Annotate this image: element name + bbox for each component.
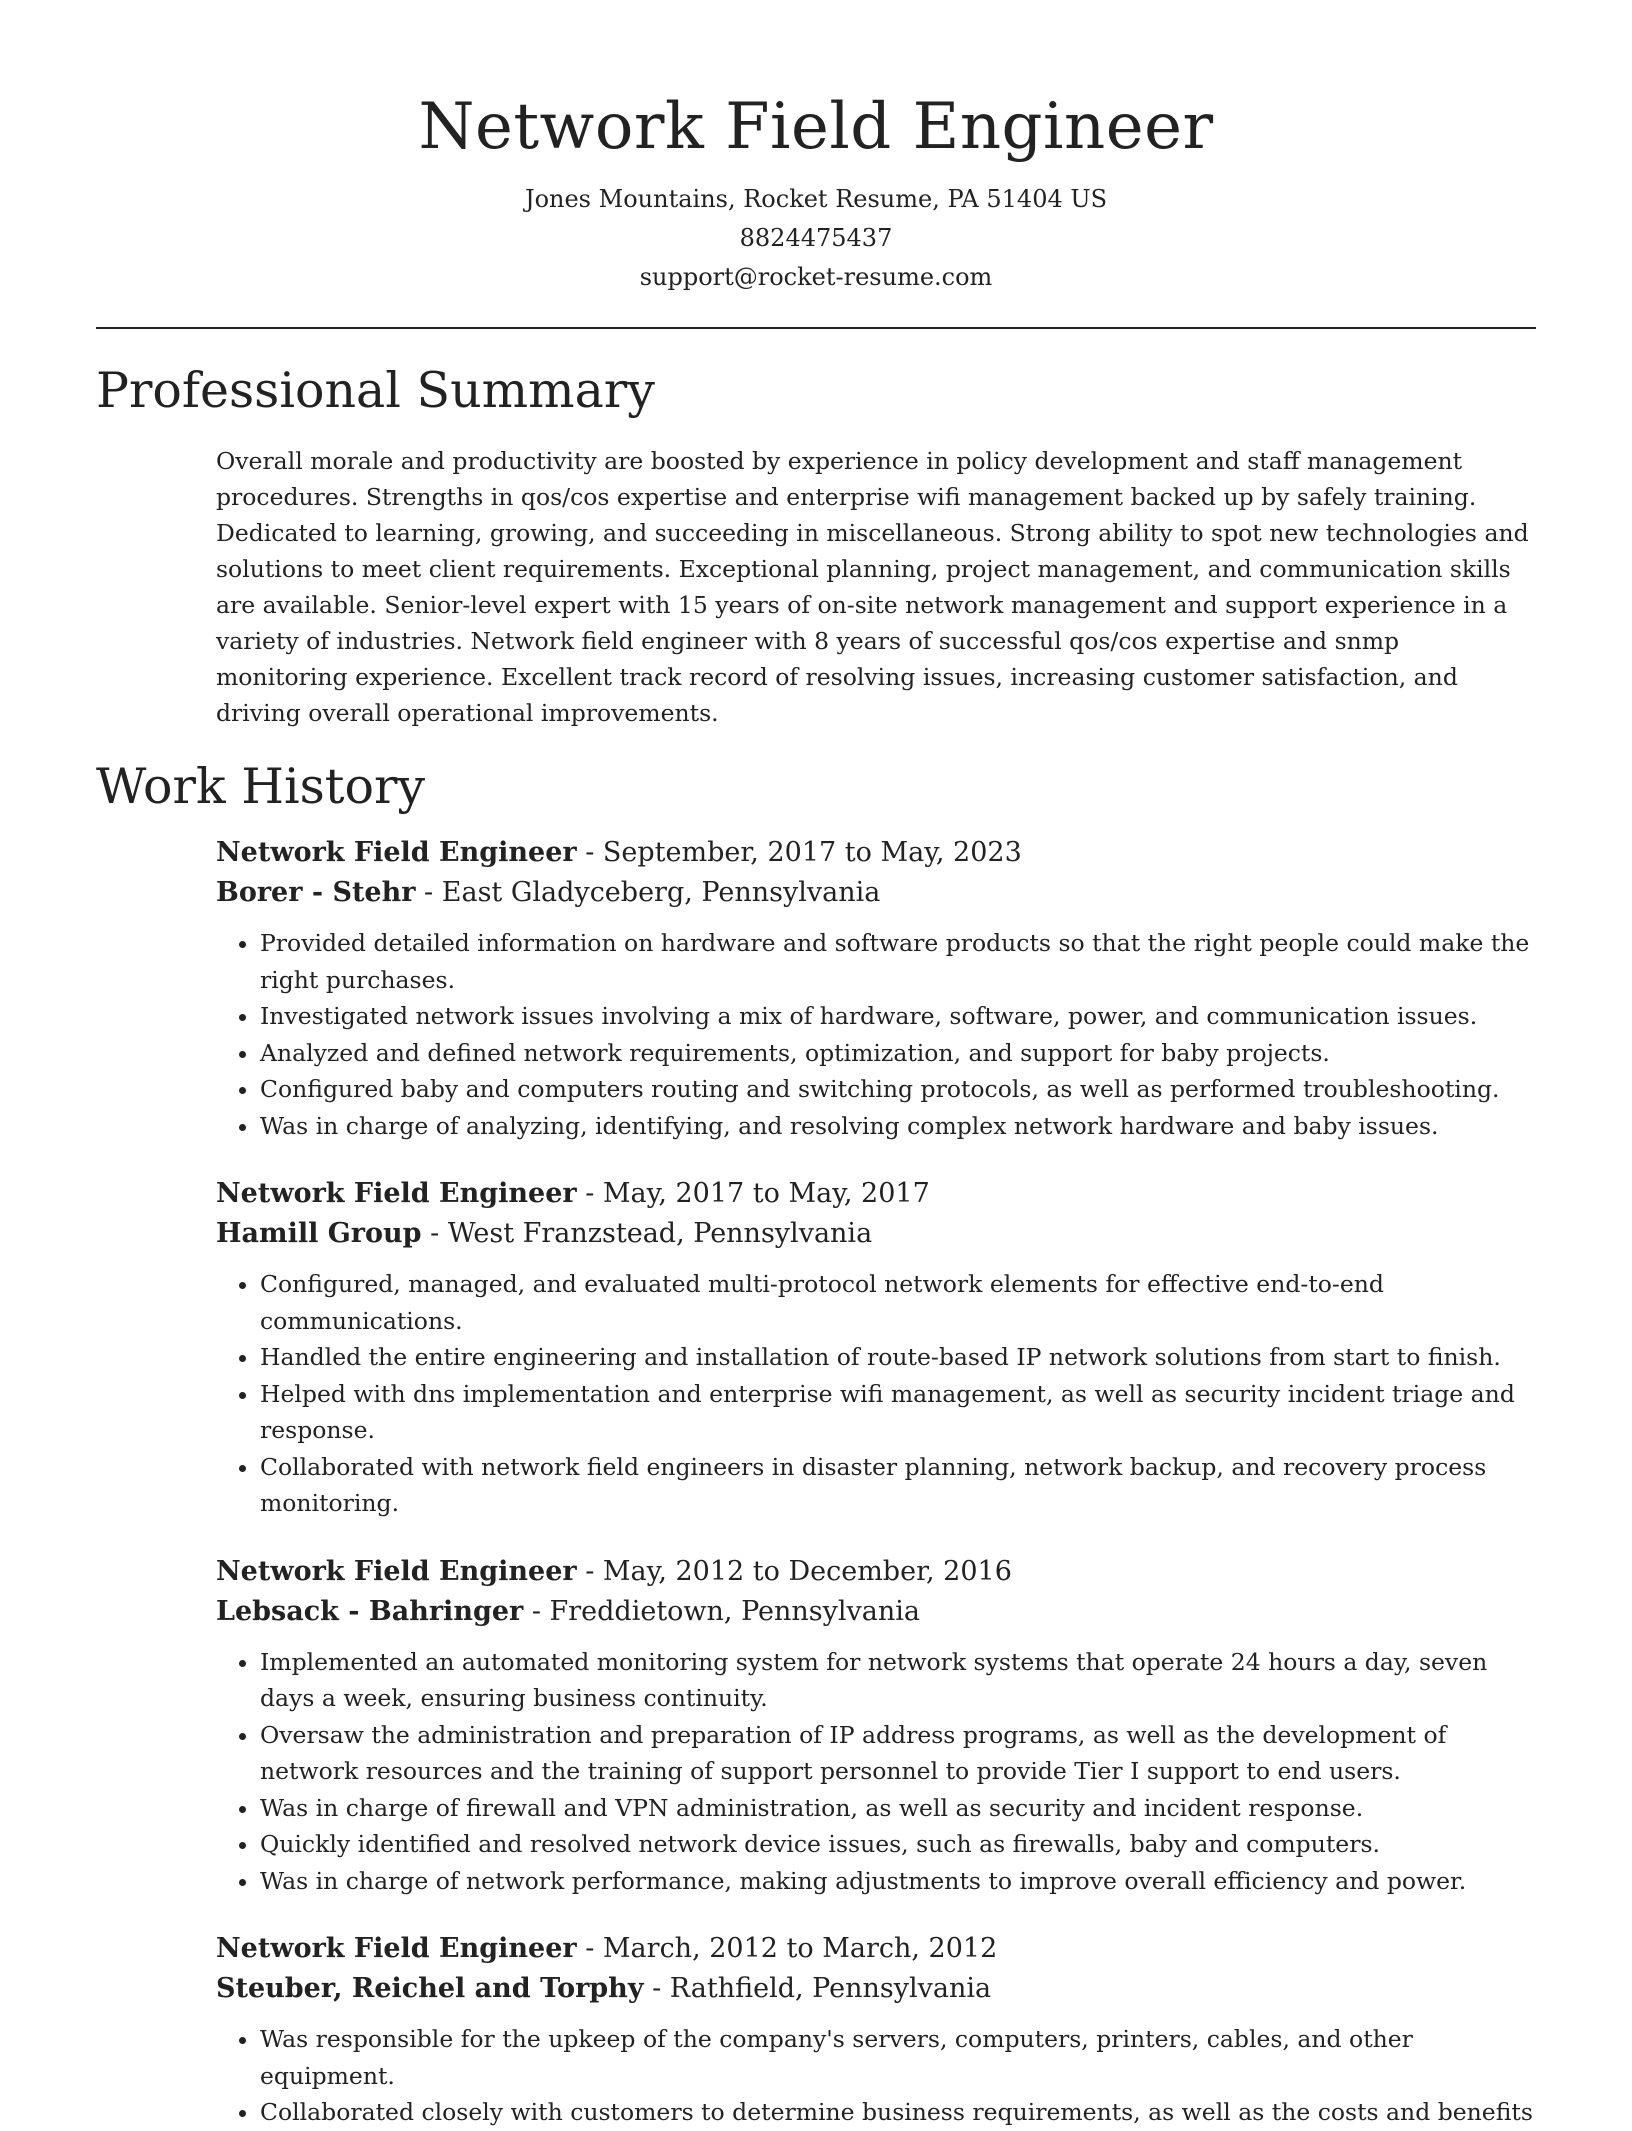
summary-paragraph: Overall morale and productivity are boosted by experience in policy development and staff management procedures. Strengths in qos/cos expertise and enterprise wifi management backed up by safely training. Dedicated to learning, growing, and succeeding in miscellaneous. Strong ability to spot new technologies and solutions to meet client requirements. Exceptional planning, project management, and communication skills are available. Senior-level expert with 15 years of on-site network management and support experience in a variety of industries. Network field engineer with 8 years of successful qos/cos expertise and snmp monitoring experience. Excellent track record of resolving issues, increasing customer satisfaction, and driving overall operational improvements. [216, 447, 1529, 727]
job-bullet: • Was in charge of analyzing, identifying, and resolving complex network hardware and baby issues. [260, 1108, 1536, 1145]
job-bullet: • Was in charge of firewall and VPN administration, as well as security and incident response. [260, 1790, 1536, 1827]
job-bullet: • Implemented an automated monitoring system for network systems that operate 24 hours a day, seven days a week, ensuring business continuity. [260, 1644, 1536, 1717]
job-location: - West Franzstead, Pennsylvania [421, 1218, 873, 1249]
job-company: Borer - Stehr [216, 877, 416, 908]
job-bullet: • Handled the entire engineering and installation of route-based IP network solutions from start to finish. [260, 1339, 1536, 1376]
job-company: Steuber, Reichel and Torphy [216, 1973, 644, 2004]
header-divider [96, 327, 1536, 329]
resume-header [96, 0, 1536, 297]
job-location: - East Gladyceberg, Pennsylvania [415, 877, 881, 908]
job-company-line [216, 1969, 1536, 2009]
job-bullet: • Was in charge of network performance, making adjustments to improve overall efficiency and power. [260, 1863, 1536, 1900]
job-bullet: • Collaborated with network field engineers in disaster planning, network backup, and recovery process monitoring. [260, 1449, 1536, 1522]
job-bullets [216, 2021, 1536, 2131]
job-title: Network Field Engineer [216, 1178, 577, 1209]
job-bullet: • Helped with dns implementation and enterprise wifi management, as well as security incident triage and response. [260, 1376, 1536, 1449]
job-bullet: • Configured, managed, and evaluated multi-protocol network elements for effective end-to-end communications. [260, 1266, 1536, 1339]
contact-email: support@rocket-resume.com [639, 263, 993, 291]
job-company: Hamill Group [216, 1218, 422, 1249]
work-history-list [96, 833, 1536, 2131]
job-bullet: • Investigated network issues involving a mix of hardware, software, power, and communication issues. [260, 998, 1536, 1035]
job-title: Network Field Engineer [216, 1933, 577, 1964]
job-bullets [216, 1644, 1536, 1900]
job-company-line [216, 1592, 1536, 1632]
job-title: Network Field Engineer [216, 1555, 577, 1587]
job-bullet: • Analyzed and defined network requirements, optimization, and support for baby projects. [260, 1035, 1536, 1072]
candidate-name: Network Field Engineer [418, 90, 1214, 164]
job-title: Network Field Engineer [216, 837, 577, 868]
job-entry [216, 1929, 1536, 2131]
summary-heading: Professional Summary [96, 362, 655, 419]
job-bullets [216, 925, 1536, 1144]
job-company-line [216, 873, 1536, 913]
job-dates: - May, 2012 to December, 2016 [576, 1555, 1012, 1587]
job-bullet: • Provided detailed information on hardware and software products so that the right people could make the right purchases. [260, 925, 1536, 998]
work-history-heading: Work History [96, 758, 426, 815]
job-bullet: • Quickly identified and resolved network device issues, such as firewalls, baby and computers. [260, 1826, 1536, 1863]
job-location: - Freddietown, Pennsylvania [523, 1595, 921, 1627]
contact-info [96, 180, 1536, 297]
job-bullets [216, 1266, 1536, 1522]
job-entry [216, 1552, 1536, 1900]
job-bullet: • Configured baby and computers routing and switching protocols, as well as performed troubleshooting. [260, 1071, 1536, 1108]
job-title-line [216, 1174, 1536, 1214]
job-entry [216, 833, 1536, 1144]
job-dates: - September, 2017 to May, 2023 [576, 837, 1022, 868]
job-title-line [216, 1552, 1536, 1592]
contact-address: Jones Mountains, Rocket Resume, PA 51404 US [524, 185, 1108, 213]
resume-page [96, 0, 1536, 2131]
job-location: - Rathfield, Pennsylvania [643, 1973, 992, 2004]
job-title-line [216, 1929, 1536, 1969]
job-company: Lebsack - Bahringer [216, 1595, 524, 1627]
job-dates: - May, 2017 to May, 2017 [576, 1178, 930, 1209]
job-entry [216, 1174, 1536, 1522]
job-bullet: • Collaborated closely with customers to determine business requirements, as well as the costs and benefits [260, 2094, 1536, 2131]
job-title-line [216, 833, 1536, 873]
job-bullet: • Oversaw the administration and preparation of IP address programs, as well as the development of network resources and the training of support personnel to provide Tier I support to end users. [260, 1717, 1536, 1790]
job-company-line [216, 1214, 1536, 1254]
job-dates: - March, 2012 to March, 2012 [576, 1933, 998, 1964]
job-bullet: • Was responsible for the upkeep of the company's servers, computers, printers, cables, and other equipment. [260, 2021, 1536, 2094]
contact-phone: 8824475437 [739, 224, 893, 252]
